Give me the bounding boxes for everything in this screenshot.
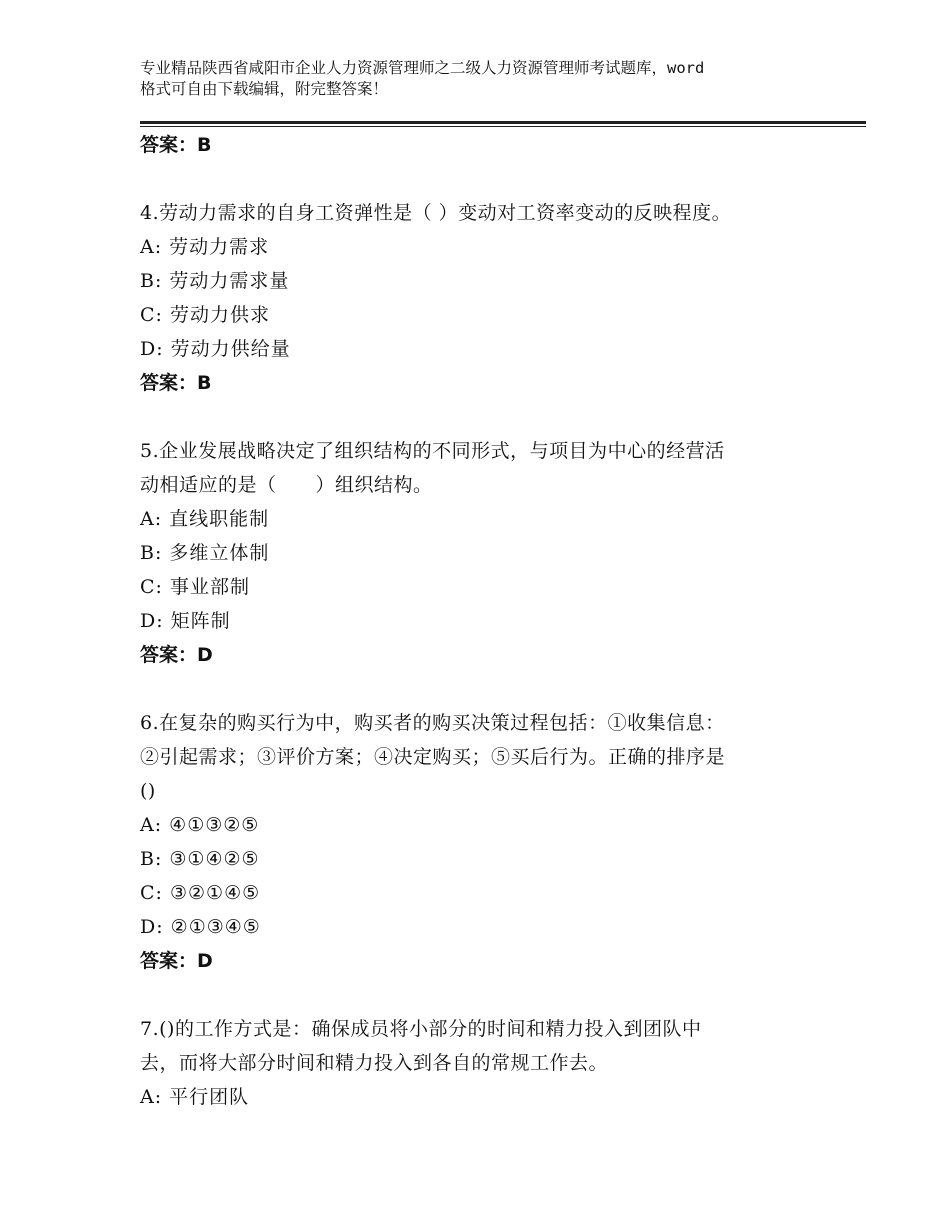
question-text: 4.劳动力需求的自身工资弹性是（ ）变动对工资率变动的反映程度。	[140, 202, 732, 224]
option-b: B: ③①④②⑤	[140, 848, 260, 870]
option-a: A: 直线职能制	[140, 508, 270, 530]
option-d: D: 劳动力供给量	[140, 338, 291, 360]
option-c: C: ③②①④⑤	[140, 882, 261, 904]
option-a: A: 劳动力需求	[140, 236, 270, 258]
option-b: B: 多维立体制	[140, 542, 270, 564]
question-7	[140, 1012, 840, 1114]
question-6	[140, 706, 840, 978]
question-text: 动相适应的是（ ）组织结构。	[140, 474, 433, 496]
answer-label: 答案：D	[140, 644, 213, 666]
question-text: 7.()的工作方式是：确保成员将小部分的时间和精力投入到团队中	[140, 1018, 702, 1040]
question-text: 去，而将大部分时间和精力投入到各自的常规工作去。	[140, 1052, 609, 1074]
header-line-2: 格式可自由下载编辑，附完整答案！	[140, 80, 389, 98]
document-header	[140, 58, 840, 100]
question-list	[140, 128, 840, 1114]
answer-label: 答案：D	[140, 950, 213, 972]
option-a: A: ④①③②⑤	[140, 814, 260, 836]
question-text: 5.企业发展战略决定了组织结构的不同形式，与项目为中心的经营活	[140, 440, 725, 462]
question-text: ()	[140, 780, 156, 802]
option-b: B: 劳动力需求量	[140, 270, 290, 292]
option-a: A: 平行团队	[140, 1086, 250, 1108]
header-rule-thick	[140, 121, 866, 124]
option-c: C: 事业部制	[140, 576, 250, 598]
question-text: 6.在复杂的购买行为中，购买者的购买决策过程包括：①收集信息：	[140, 712, 725, 734]
question-5	[140, 434, 840, 672]
header-line-1: 专业精品陕西省咸阳市企业人力资源管理师之二级人力资源管理师考试题库，word	[140, 59, 705, 77]
option-d: D: 矩阵制	[140, 610, 231, 632]
option-c: C: 劳动力供求	[140, 304, 270, 326]
header-rule-thin	[140, 126, 866, 127]
option-d: D: ②①③④⑤	[140, 916, 261, 938]
answer-label: 答案：B	[140, 372, 212, 394]
question-text: ②引起需求；③评价方案；④决定购买；⑤买后行为。正确的排序是	[140, 746, 726, 768]
answer-label: 答案：B	[140, 134, 212, 156]
question-4	[140, 196, 840, 400]
